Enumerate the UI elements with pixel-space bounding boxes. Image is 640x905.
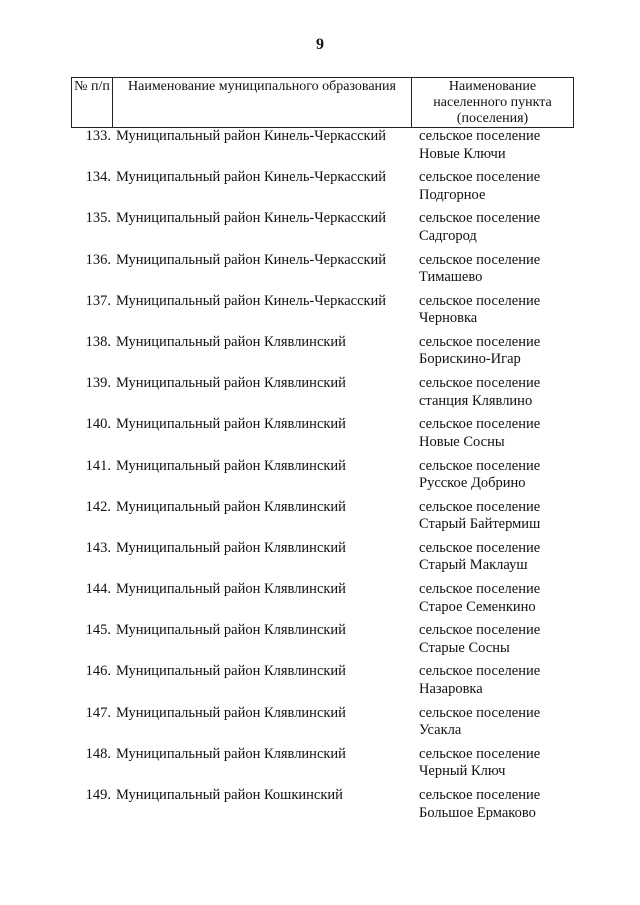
row-municipality: Муниципальный район Клявлинский — [116, 457, 346, 474]
row-number: 147. — [85, 704, 111, 721]
row-municipality: Муниципальный район Кинель-Черкасский — [116, 169, 387, 186]
settlement-type: сельское поселение — [419, 663, 541, 680]
row-settlement — [414, 622, 574, 663]
settlement-type: сельское поселение — [419, 251, 541, 268]
row-municipality: Муниципальный район Клявлинский — [116, 539, 346, 556]
settlement-name: Старый Маклауш — [419, 557, 528, 574]
row-settlement — [414, 293, 574, 334]
table-row — [71, 746, 574, 787]
row-settlement — [414, 334, 574, 375]
settlement-name: станция Клявлино — [419, 392, 533, 409]
settlements-table — [71, 77, 574, 828]
table-row — [71, 622, 574, 663]
settlement-type: сельское поселение — [419, 416, 541, 433]
row-settlement — [414, 663, 574, 704]
settlement-type: сельское поселение — [419, 210, 541, 227]
table-row — [71, 293, 574, 334]
row-number: 144. — [85, 581, 111, 598]
settlement-type: сельское поселение — [419, 333, 541, 350]
table-body — [71, 128, 574, 828]
row-number: 141. — [85, 457, 111, 474]
settlement-name: Большое Ермаково — [419, 804, 536, 821]
settlement-name: Старый Байтермиш — [419, 516, 541, 533]
settlement-name: Усакла — [419, 722, 462, 739]
row-number: 135. — [85, 210, 111, 227]
row-settlement — [414, 581, 574, 622]
settlement-type: сельское поселение — [419, 169, 541, 186]
table-row — [71, 416, 574, 457]
settlement-name: Садгород — [419, 227, 477, 244]
table-row — [71, 540, 574, 581]
settlement-type: сельское поселение — [419, 498, 541, 515]
row-number: 134. — [85, 169, 111, 186]
row-settlement — [414, 210, 574, 251]
settlement-name: Тимашево — [419, 269, 483, 286]
row-municipality: Муниципальный район Кошкинский — [116, 787, 343, 803]
settlement-name: Назаровка — [419, 680, 483, 697]
settlement-name: Борискино-Игар — [419, 351, 521, 368]
table-row — [71, 252, 574, 293]
row-settlement — [414, 499, 574, 540]
row-number: 133. — [85, 128, 111, 144]
settlement-type: сельское поселение — [419, 457, 541, 474]
settlement-type: сельское поселение — [419, 704, 541, 721]
row-municipality: Муниципальный район Клявлинский — [116, 581, 346, 598]
settlement-name: Черный Ключ — [419, 763, 506, 780]
row-municipality: Муниципальный район Кинель-Черкасский — [116, 251, 387, 268]
row-number: 146. — [85, 663, 111, 680]
row-number: 137. — [85, 292, 111, 309]
row-municipality: Муниципальный район Клявлинский — [116, 704, 346, 721]
header-settlement: Наименование населенного пункта (поселения) — [433, 79, 552, 126]
row-municipality: Муниципальный район Клявлинский — [116, 745, 346, 762]
settlement-name: Старые Сосны — [419, 639, 510, 656]
row-municipality: Муниципальный район Клявлинский — [116, 375, 346, 392]
row-municipality: Муниципальный район Клявлинский — [116, 663, 346, 680]
header-number: № п/п — [72, 78, 113, 127]
settlement-name: Новые Ключи — [419, 145, 506, 162]
row-number: 139. — [85, 375, 111, 392]
settlement-type: сельское поселение — [419, 581, 541, 598]
table-row — [71, 334, 574, 375]
row-municipality: Муниципальный район Кинель-Черкасский — [116, 210, 387, 227]
row-settlement — [414, 416, 574, 457]
row-settlement — [414, 746, 574, 787]
row-municipality: Муниципальный район Клявлинский — [116, 498, 346, 515]
row-settlement — [414, 540, 574, 581]
row-settlement — [414, 252, 574, 293]
row-number: 148. — [85, 745, 111, 762]
table-row — [71, 663, 574, 704]
table-header — [71, 77, 574, 128]
row-number: 142. — [85, 498, 111, 515]
row-municipality: Муниципальный район Клявлинский — [116, 622, 346, 639]
table-row — [71, 128, 574, 169]
table-row — [71, 499, 574, 540]
settlement-type: сельское поселение — [419, 787, 541, 803]
table-row — [71, 787, 574, 828]
row-number: 138. — [85, 333, 111, 350]
row-settlement — [414, 128, 574, 169]
row-settlement — [414, 375, 574, 416]
row-number: 140. — [85, 416, 111, 433]
table-row — [71, 705, 574, 746]
header-municipality: Наименование муниципального образования — [113, 78, 412, 127]
row-number: 149. — [85, 787, 111, 803]
settlement-type: сельское поселение — [419, 292, 541, 309]
row-settlement — [414, 705, 574, 746]
table-row — [71, 458, 574, 499]
row-municipality: Муниципальный район Клявлинский — [116, 333, 346, 350]
row-municipality: Муниципальный район Кинель-Черкасский — [116, 128, 387, 144]
settlement-type: сельское поселение — [419, 622, 541, 639]
row-number: 143. — [85, 539, 111, 556]
row-settlement — [414, 787, 574, 828]
settlement-name: Новые Сосны — [419, 433, 505, 450]
row-number: 136. — [85, 251, 111, 268]
table-row — [71, 210, 574, 251]
settlement-name: Черновка — [419, 310, 478, 327]
row-settlement — [414, 458, 574, 499]
settlement-type: сельское поселение — [419, 128, 541, 144]
settlement-name: Старое Семенкино — [419, 598, 536, 615]
settlement-type: сельское поселение — [419, 375, 541, 392]
settlement-type: сельское поселение — [419, 539, 541, 556]
row-municipality: Муниципальный район Клявлинский — [116, 416, 346, 433]
row-municipality: Муниципальный район Кинель-Черкасский — [116, 292, 387, 309]
table-row — [71, 581, 574, 622]
table-row — [71, 375, 574, 416]
settlement-name: Русское Добрино — [419, 475, 526, 491]
settlement-name: Подгорное — [419, 186, 486, 203]
row-number: 145. — [85, 622, 111, 639]
row-settlement — [414, 169, 574, 210]
page-number: 9 — [316, 36, 324, 53]
settlement-type: сельское поселение — [419, 745, 541, 762]
table-row — [71, 169, 574, 210]
